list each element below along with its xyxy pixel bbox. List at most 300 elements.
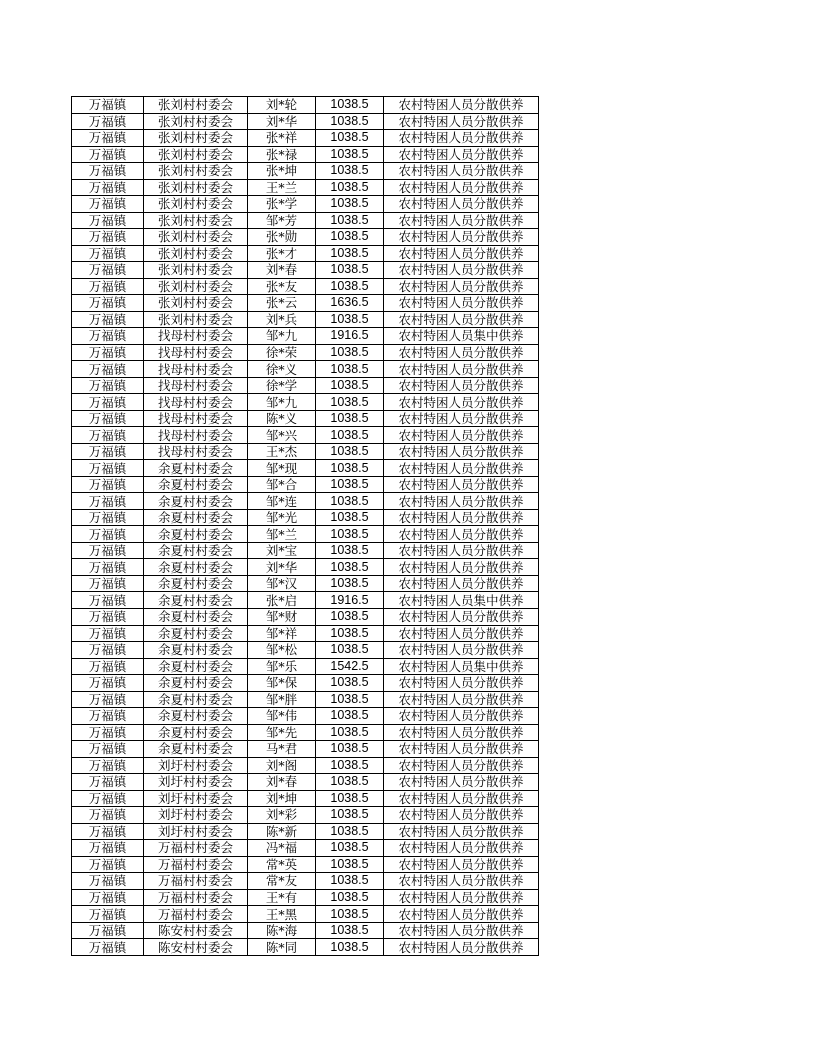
town-cell: 万福镇 [72, 575, 144, 592]
relief-type-cell: 农村特困人员分散供养 [384, 575, 539, 592]
village-cell: 找母村村委会 [144, 443, 248, 460]
town-cell: 万福镇 [72, 196, 144, 213]
table-row [72, 410, 539, 427]
table-row [72, 889, 539, 906]
relief-type-cell: 农村特困人员分散供养 [384, 790, 539, 807]
name-cell: 张*启 [248, 592, 316, 609]
table-row [72, 856, 539, 873]
town-cell: 万福镇 [72, 179, 144, 196]
amount-cell: 1038.5 [316, 344, 384, 361]
village-cell: 余夏村村委会 [144, 708, 248, 725]
town-cell: 万福镇 [72, 295, 144, 312]
relief-type-cell: 农村特困人员分散供养 [384, 394, 539, 411]
relief-type-cell: 农村特困人员分散供养 [384, 542, 539, 559]
amount-cell: 1038.5 [316, 97, 384, 114]
town-cell: 万福镇 [72, 476, 144, 493]
name-cell: 邹*胖 [248, 691, 316, 708]
table-row [72, 295, 539, 312]
name-cell: 邹*九 [248, 394, 316, 411]
amount-cell: 1038.5 [316, 889, 384, 906]
village-cell: 张刘村村委会 [144, 212, 248, 229]
amount-cell: 1038.5 [316, 113, 384, 130]
town-cell: 万福镇 [72, 724, 144, 741]
name-cell: 邹*先 [248, 724, 316, 741]
town-cell: 万福镇 [72, 130, 144, 147]
name-cell: 陈*义 [248, 410, 316, 427]
town-cell: 万福镇 [72, 642, 144, 659]
name-cell: 徐*荣 [248, 344, 316, 361]
relief-type-cell: 农村特困人员分散供养 [384, 889, 539, 906]
relief-type-cell: 农村特困人员分散供养 [384, 460, 539, 477]
relief-type-cell: 农村特困人员分散供养 [384, 807, 539, 824]
town-cell: 万福镇 [72, 361, 144, 378]
village-cell: 陈安村村委会 [144, 939, 248, 956]
town-cell: 万福镇 [72, 840, 144, 857]
amount-cell: 1038.5 [316, 823, 384, 840]
name-cell: 邹*祥 [248, 625, 316, 642]
amount-cell: 1038.5 [316, 542, 384, 559]
name-cell: 张*坤 [248, 163, 316, 180]
table-row [72, 97, 539, 114]
village-cell: 找母村村委会 [144, 427, 248, 444]
town-cell: 万福镇 [72, 97, 144, 114]
table-row [72, 245, 539, 262]
name-cell: 张*祥 [248, 130, 316, 147]
amount-cell: 1038.5 [316, 443, 384, 460]
amount-cell: 1038.5 [316, 212, 384, 229]
relief-type-cell: 农村特困人员分散供养 [384, 163, 539, 180]
village-cell: 找母村村委会 [144, 377, 248, 394]
village-cell: 找母村村委会 [144, 361, 248, 378]
village-cell: 余夏村村委会 [144, 675, 248, 692]
amount-cell: 1038.5 [316, 757, 384, 774]
relief-type-cell: 农村特困人员分散供养 [384, 311, 539, 328]
village-cell: 张刘村村委会 [144, 130, 248, 147]
relief-type-cell: 农村特困人员分散供养 [384, 212, 539, 229]
table-row [72, 377, 539, 394]
relief-type-cell: 农村特困人员分散供养 [384, 493, 539, 510]
amount-cell: 1542.5 [316, 658, 384, 675]
name-cell: 邹*光 [248, 509, 316, 526]
relief-type-cell: 农村特困人员分散供养 [384, 295, 539, 312]
table-row [72, 311, 539, 328]
name-cell: 张*禄 [248, 146, 316, 163]
name-cell: 邹*兰 [248, 526, 316, 543]
table-row [72, 691, 539, 708]
table-row [72, 774, 539, 791]
table-row [72, 130, 539, 147]
relief-type-cell: 农村特困人员分散供养 [384, 526, 539, 543]
village-cell: 余夏村村委会 [144, 724, 248, 741]
table-row [72, 163, 539, 180]
relief-type-cell: 农村特困人员分散供养 [384, 675, 539, 692]
table-row [72, 394, 539, 411]
table-body [72, 97, 539, 956]
relief-type-cell: 农村特困人员分散供养 [384, 245, 539, 262]
name-cell: 刘*坤 [248, 790, 316, 807]
village-cell: 万福村村委会 [144, 906, 248, 923]
name-cell: 邹*现 [248, 460, 316, 477]
relief-type-cell: 农村特困人员分散供养 [384, 757, 539, 774]
amount-cell: 1038.5 [316, 245, 384, 262]
village-cell: 张刘村村委会 [144, 113, 248, 130]
village-cell: 余夏村村委会 [144, 509, 248, 526]
town-cell: 万福镇 [72, 245, 144, 262]
table-row [72, 807, 539, 824]
village-cell: 刘圩村村委会 [144, 790, 248, 807]
amount-cell: 1038.5 [316, 708, 384, 725]
village-cell: 余夏村村委会 [144, 625, 248, 642]
amount-cell: 1038.5 [316, 196, 384, 213]
name-cell: 陈*海 [248, 922, 316, 939]
relief-type-cell: 农村特困人员集中供养 [384, 592, 539, 609]
village-cell: 余夏村村委会 [144, 559, 248, 576]
town-cell: 万福镇 [72, 542, 144, 559]
table-row [72, 658, 539, 675]
town-cell: 万福镇 [72, 708, 144, 725]
village-cell: 找母村村委会 [144, 328, 248, 345]
amount-cell: 1038.5 [316, 608, 384, 625]
relief-type-cell: 农村特困人员分散供养 [384, 741, 539, 758]
relief-type-cell: 农村特困人员分散供养 [384, 476, 539, 493]
amount-cell: 1636.5 [316, 295, 384, 312]
village-cell: 万福村村委会 [144, 889, 248, 906]
relief-type-cell: 农村特困人员分散供养 [384, 130, 539, 147]
table-row [72, 642, 539, 659]
name-cell: 王*杰 [248, 443, 316, 460]
name-cell: 邹*保 [248, 675, 316, 692]
village-cell: 找母村村委会 [144, 394, 248, 411]
table-row [72, 873, 539, 890]
name-cell: 刘*春 [248, 774, 316, 791]
village-cell: 张刘村村委会 [144, 295, 248, 312]
table-row [72, 212, 539, 229]
relief-type-cell: 农村特困人员分散供养 [384, 559, 539, 576]
amount-cell: 1038.5 [316, 278, 384, 295]
table-row [72, 724, 539, 741]
town-cell: 万福镇 [72, 493, 144, 510]
name-cell: 邹*芳 [248, 212, 316, 229]
amount-cell: 1038.5 [316, 377, 384, 394]
table-row [72, 840, 539, 857]
amount-cell: 1038.5 [316, 906, 384, 923]
relief-type-cell: 农村特困人员分散供养 [384, 774, 539, 791]
table-row [72, 361, 539, 378]
amount-cell: 1038.5 [316, 724, 384, 741]
relief-type-cell: 农村特困人员分散供养 [384, 873, 539, 890]
name-cell: 刘*宝 [248, 542, 316, 559]
amount-cell: 1038.5 [316, 262, 384, 279]
town-cell: 万福镇 [72, 873, 144, 890]
village-cell: 张刘村村委会 [144, 146, 248, 163]
amount-cell: 1038.5 [316, 509, 384, 526]
village-cell: 刘圩村村委会 [144, 807, 248, 824]
town-cell: 万福镇 [72, 113, 144, 130]
table-row [72, 509, 539, 526]
village-cell: 张刘村村委会 [144, 97, 248, 114]
table-row [72, 675, 539, 692]
amount-cell: 1038.5 [316, 493, 384, 510]
village-cell: 余夏村村委会 [144, 741, 248, 758]
table-row [72, 757, 539, 774]
relief-type-cell: 农村特困人员集中供养 [384, 328, 539, 345]
name-cell: 张*勋 [248, 229, 316, 246]
town-cell: 万福镇 [72, 856, 144, 873]
village-cell: 刘圩村村委会 [144, 823, 248, 840]
village-cell: 张刘村村委会 [144, 311, 248, 328]
name-cell: 刘*轮 [248, 97, 316, 114]
name-cell: 邹*汉 [248, 575, 316, 592]
amount-cell: 1038.5 [316, 807, 384, 824]
town-cell: 万福镇 [72, 262, 144, 279]
name-cell: 刘*春 [248, 262, 316, 279]
village-cell: 万福村村委会 [144, 840, 248, 857]
relief-type-cell: 农村特困人员分散供养 [384, 708, 539, 725]
village-cell: 找母村村委会 [144, 410, 248, 427]
amount-cell: 1038.5 [316, 691, 384, 708]
name-cell: 马*君 [248, 741, 316, 758]
village-cell: 余夏村村委会 [144, 658, 248, 675]
relief-type-cell: 农村特困人员分散供养 [384, 344, 539, 361]
table-row [72, 608, 539, 625]
amount-cell: 1038.5 [316, 840, 384, 857]
village-cell: 张刘村村委会 [144, 245, 248, 262]
table-row [72, 708, 539, 725]
amount-cell: 1038.5 [316, 311, 384, 328]
relief-type-cell: 农村特困人员分散供养 [384, 377, 539, 394]
name-cell: 邹*合 [248, 476, 316, 493]
relief-type-cell: 农村特困人员分散供养 [384, 262, 539, 279]
amount-cell: 1038.5 [316, 922, 384, 939]
relief-type-cell: 农村特困人员分散供养 [384, 97, 539, 114]
table-row [72, 146, 539, 163]
town-cell: 万福镇 [72, 757, 144, 774]
town-cell: 万福镇 [72, 691, 144, 708]
village-cell: 万福村村委会 [144, 873, 248, 890]
relief-type-cell: 农村特困人员分散供养 [384, 146, 539, 163]
town-cell: 万福镇 [72, 394, 144, 411]
amount-cell: 1038.5 [316, 526, 384, 543]
relief-type-cell: 农村特困人员分散供养 [384, 939, 539, 956]
village-cell: 张刘村村委会 [144, 262, 248, 279]
table-row [72, 575, 539, 592]
town-cell: 万福镇 [72, 889, 144, 906]
town-cell: 万福镇 [72, 906, 144, 923]
table-row [72, 427, 539, 444]
name-cell: 邹*伟 [248, 708, 316, 725]
town-cell: 万福镇 [72, 807, 144, 824]
name-cell: 陈*新 [248, 823, 316, 840]
town-cell: 万福镇 [72, 410, 144, 427]
village-cell: 余夏村村委会 [144, 460, 248, 477]
table-row [72, 592, 539, 609]
amount-cell: 1038.5 [316, 642, 384, 659]
town-cell: 万福镇 [72, 427, 144, 444]
table-row [72, 113, 539, 130]
amount-cell: 1038.5 [316, 559, 384, 576]
town-cell: 万福镇 [72, 823, 144, 840]
town-cell: 万福镇 [72, 146, 144, 163]
table-row [72, 344, 539, 361]
relief-recipient-table [71, 96, 539, 956]
table-row [72, 559, 539, 576]
table-row [72, 179, 539, 196]
town-cell: 万福镇 [72, 675, 144, 692]
table-row [72, 741, 539, 758]
relief-type-cell: 农村特困人员分散供养 [384, 642, 539, 659]
name-cell: 张*友 [248, 278, 316, 295]
table-row [72, 906, 539, 923]
town-cell: 万福镇 [72, 344, 144, 361]
village-cell: 张刘村村委会 [144, 229, 248, 246]
table-row [72, 443, 539, 460]
name-cell: 常*英 [248, 856, 316, 873]
village-cell: 余夏村村委会 [144, 526, 248, 543]
table-row [72, 493, 539, 510]
town-cell: 万福镇 [72, 163, 144, 180]
name-cell: 张*才 [248, 245, 316, 262]
name-cell: 刘*华 [248, 113, 316, 130]
amount-cell: 1038.5 [316, 427, 384, 444]
relief-type-cell: 农村特困人员分散供养 [384, 361, 539, 378]
village-cell: 陈安村村委会 [144, 922, 248, 939]
town-cell: 万福镇 [72, 658, 144, 675]
village-cell: 余夏村村委会 [144, 493, 248, 510]
relief-type-cell: 农村特困人员分散供养 [384, 625, 539, 642]
town-cell: 万福镇 [72, 592, 144, 609]
name-cell: 刘*华 [248, 559, 316, 576]
name-cell: 刘*阁 [248, 757, 316, 774]
table-row [72, 196, 539, 213]
town-cell: 万福镇 [72, 741, 144, 758]
relief-type-cell: 农村特困人员分散供养 [384, 608, 539, 625]
table-row [72, 790, 539, 807]
table-row [72, 328, 539, 345]
town-cell: 万福镇 [72, 774, 144, 791]
table-row [72, 278, 539, 295]
amount-cell: 1038.5 [316, 163, 384, 180]
name-cell: 徐*学 [248, 377, 316, 394]
amount-cell: 1038.5 [316, 460, 384, 477]
town-cell: 万福镇 [72, 229, 144, 246]
amount-cell: 1038.5 [316, 790, 384, 807]
amount-cell: 1038.5 [316, 675, 384, 692]
table-row [72, 262, 539, 279]
town-cell: 万福镇 [72, 328, 144, 345]
name-cell: 邹*乐 [248, 658, 316, 675]
name-cell: 王*有 [248, 889, 316, 906]
table-row [72, 460, 539, 477]
name-cell: 张*云 [248, 295, 316, 312]
village-cell: 余夏村村委会 [144, 608, 248, 625]
name-cell: 邹*连 [248, 493, 316, 510]
town-cell: 万福镇 [72, 939, 144, 956]
town-cell: 万福镇 [72, 278, 144, 295]
amount-cell: 1038.5 [316, 146, 384, 163]
table-row [72, 922, 539, 939]
relief-type-cell: 农村特困人员分散供养 [384, 922, 539, 939]
village-cell: 刘圩村村委会 [144, 757, 248, 774]
name-cell: 刘*彩 [248, 807, 316, 824]
town-cell: 万福镇 [72, 460, 144, 477]
name-cell: 徐*义 [248, 361, 316, 378]
table-row [72, 542, 539, 559]
relief-type-cell: 农村特困人员分散供养 [384, 410, 539, 427]
relief-type-cell: 农村特困人员分散供养 [384, 823, 539, 840]
town-cell: 万福镇 [72, 443, 144, 460]
name-cell: 刘*兵 [248, 311, 316, 328]
amount-cell: 1038.5 [316, 476, 384, 493]
amount-cell: 1038.5 [316, 856, 384, 873]
name-cell: 陈*同 [248, 939, 316, 956]
table-row [72, 526, 539, 543]
relief-type-cell: 农村特困人员分散供养 [384, 179, 539, 196]
name-cell: 张*学 [248, 196, 316, 213]
name-cell: 邹*兴 [248, 427, 316, 444]
village-cell: 张刘村村委会 [144, 278, 248, 295]
town-cell: 万福镇 [72, 608, 144, 625]
village-cell: 万福村村委会 [144, 856, 248, 873]
relief-type-cell: 农村特困人员分散供养 [384, 229, 539, 246]
town-cell: 万福镇 [72, 526, 144, 543]
village-cell: 张刘村村委会 [144, 196, 248, 213]
village-cell: 张刘村村委会 [144, 179, 248, 196]
amount-cell: 1038.5 [316, 394, 384, 411]
name-cell: 邹*财 [248, 608, 316, 625]
relief-type-cell: 农村特困人员分散供养 [384, 724, 539, 741]
relief-type-cell: 农村特困人员集中供养 [384, 658, 539, 675]
name-cell: 王*兰 [248, 179, 316, 196]
town-cell: 万福镇 [72, 311, 144, 328]
table-row [72, 476, 539, 493]
amount-cell: 1038.5 [316, 774, 384, 791]
relief-type-cell: 农村特困人员分散供养 [384, 443, 539, 460]
village-cell: 余夏村村委会 [144, 691, 248, 708]
amount-cell: 1038.5 [316, 410, 384, 427]
town-cell: 万福镇 [72, 559, 144, 576]
town-cell: 万福镇 [72, 377, 144, 394]
relief-type-cell: 农村特困人员分散供养 [384, 856, 539, 873]
village-cell: 余夏村村委会 [144, 575, 248, 592]
amount-cell: 1038.5 [316, 229, 384, 246]
table-row [72, 229, 539, 246]
town-cell: 万福镇 [72, 509, 144, 526]
amount-cell: 1038.5 [316, 361, 384, 378]
village-cell: 余夏村村委会 [144, 476, 248, 493]
amount-cell: 1038.5 [316, 179, 384, 196]
amount-cell: 1038.5 [316, 939, 384, 956]
relief-type-cell: 农村特困人员分散供养 [384, 196, 539, 213]
name-cell: 王*黑 [248, 906, 316, 923]
relief-type-cell: 农村特困人员分散供养 [384, 906, 539, 923]
amount-cell: 1038.5 [316, 625, 384, 642]
amount-cell: 1038.5 [316, 873, 384, 890]
village-cell: 刘圩村村委会 [144, 774, 248, 791]
relief-type-cell: 农村特困人员分散供养 [384, 840, 539, 857]
amount-cell: 1038.5 [316, 741, 384, 758]
name-cell: 邹*九 [248, 328, 316, 345]
table-row [72, 939, 539, 956]
table-row [72, 625, 539, 642]
table-row [72, 823, 539, 840]
village-cell: 张刘村村委会 [144, 163, 248, 180]
amount-cell: 1038.5 [316, 575, 384, 592]
relief-type-cell: 农村特困人员分散供养 [384, 278, 539, 295]
village-cell: 余夏村村委会 [144, 592, 248, 609]
name-cell: 邹*松 [248, 642, 316, 659]
name-cell: 常*友 [248, 873, 316, 890]
village-cell: 找母村村委会 [144, 344, 248, 361]
